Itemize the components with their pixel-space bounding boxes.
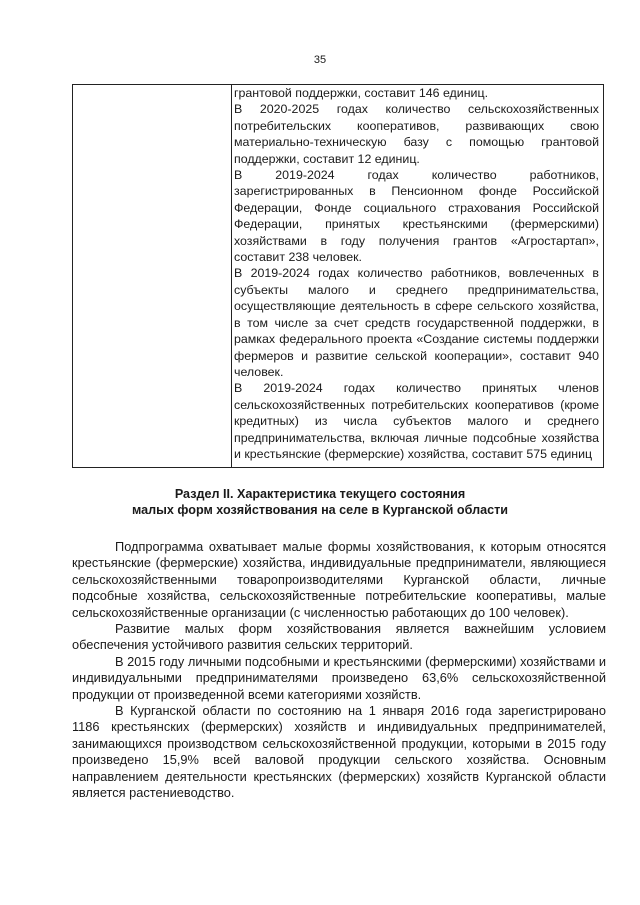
body-paragraph: В 2015 году личными подсобными и крестьянскими (фермерскими) хозяйствами и индивидуальными предпринимателями произведено 63,6% сельскохозяйственной продукции от произведенной всеми категориями хозяйств. [72, 653, 606, 702]
table-cell-paragraph: В 2020-2025 годах количество сельскохозяйственных потребительских кооперативов, развивающих свою материально-техническую базу с помощью грантовой поддержки, составит 12 единиц. [234, 102, 599, 166]
table-cell-paragraph: В 2019-2024 годах количество работников, вовлеченных в субъекты малого и среднего предпринимательства, осуществляющие деятельность в сфере сельского хозяйства, в том числе за счет средств государственной поддержки, в рамках федерального проекта «Создание системы поддержки фермеров и развитие сельской кооперации», составит 940 человек. [234, 266, 599, 379]
table-cell-paragraph: В 2019-2024 годах количество принятых членов сельскохозяйственных потребительских кооперативов (кроме кредитных) из числа субъектов малого и среднего предпринимательства, включая личные подсобные хозяйства и крестьянские (фермерские) хозяйства, составит 575 единиц [234, 381, 599, 461]
table-cell-paragraph: грантовой поддержки, составит 146 единиц. [234, 86, 489, 100]
body-text [72, 539, 606, 802]
indicators-table [72, 84, 604, 468]
body-paragraph: Развитие малых форм хозяйствования является важнейшим условием обеспечения устойчивого развития сельских территорий. [72, 621, 606, 653]
table-right-cell [234, 85, 599, 462]
section-title-line: малых форм хозяйствования на селе в Курганской области [131, 503, 508, 517]
table-cell-paragraph: В 2019-2024 годах количество работников, зарегистрированных в Пенсионном фонде Российской Федерации, Фонде социального страхования Российской Федерации, принятых крестьянскими (фермерскими) хозяйствами в году получения грантов «Агростартап», составит 238 человек. [234, 168, 599, 265]
section-title [0, 486, 640, 518]
page-number: 35 [313, 54, 327, 66]
table-column-divider [231, 85, 232, 467]
body-paragraph: Подпрограмма охватывает малые формы хозяйствования, к которым относятся крестьянские (фермерские) хозяйства, индивидуальные предприниматели, являющиеся сельскохозяйственными товаропроизводителями Курганской области, личные подсобные хозяйства, сельскохозяйственные потребительские кооперативы, малые сельскохозяйственные организации (с численностью работающих до 100 человек). [72, 539, 606, 620]
body-paragraph: В Курганской области по состоянию на 1 января 2016 года зарегистрировано 1186 крестьянских (фермерских) хозяйств и индивидуальных предпринимателей, занимающихся производством сельскохозяйственной продукции, которыми в 2015 году произведено 15,9% всей валовой продукции сельского хозяйства. Основным направлением деятельности крестьянских (фермерских) хозяйств Курганской области является растениеводство. [72, 703, 606, 801]
section-title-line: Раздел II. Характеристика текущего состояния [174, 487, 466, 501]
